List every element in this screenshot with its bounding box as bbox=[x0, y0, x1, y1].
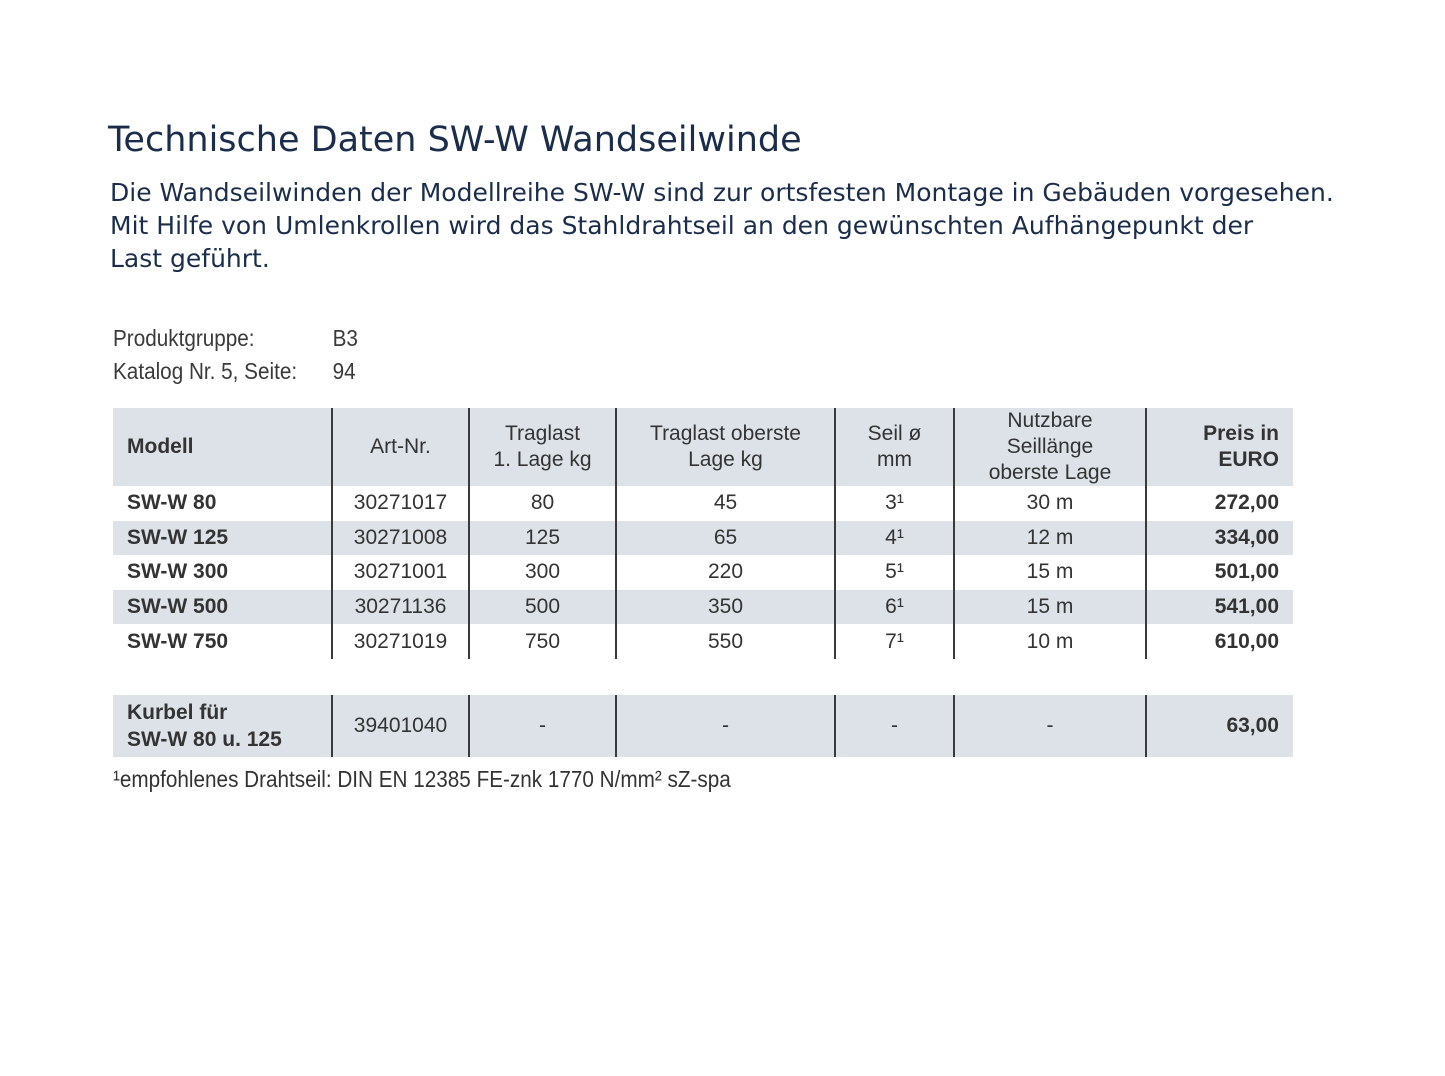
cell-model: SW-W 500 bbox=[113, 590, 332, 625]
table-row bbox=[113, 486, 1293, 521]
header-model: Modell bbox=[113, 408, 332, 486]
cell-load-first-layer: 300 bbox=[469, 555, 616, 590]
product-group-value: B3 bbox=[332, 325, 358, 351]
cell-load-top-layer: 550 bbox=[616, 624, 835, 659]
header-rope-length: Nutzbare Seillänge oberste Lage bbox=[954, 408, 1146, 486]
cell-load-first-layer: 750 bbox=[469, 624, 616, 659]
table-row bbox=[113, 521, 1293, 556]
intro-text bbox=[110, 176, 1430, 275]
cell-rope-length: 12 m bbox=[954, 521, 1146, 556]
intro-line: Last geführt. bbox=[110, 244, 270, 273]
catalog-value: 94 bbox=[332, 358, 356, 384]
cell-rope-diameter: 4¹ bbox=[835, 521, 954, 556]
cell-rope-length: 10 m bbox=[954, 624, 1146, 659]
spacer-cell bbox=[113, 659, 1293, 695]
cell-model: SW-W 300 bbox=[127, 560, 229, 584]
cell-article-number: 30271001 bbox=[332, 555, 469, 590]
cell-price: 334,00 bbox=[1146, 521, 1293, 556]
table-row bbox=[113, 555, 1293, 590]
header-article-number: Art-Nr. bbox=[332, 408, 469, 486]
catalog-label: Katalog Nr. 5, Seite: bbox=[113, 358, 298, 384]
footnote: ¹empfohlenes Drahtseil: DIN EN 12385 FE-znk 1770 N/mm² sZ-spa bbox=[113, 766, 731, 792]
cell-load-top-layer: 65 bbox=[616, 521, 835, 556]
header-load-top-layer: Traglast oberste Lage kg bbox=[616, 408, 835, 486]
cell-load-top-layer: 45 bbox=[616, 486, 835, 521]
table-row bbox=[113, 590, 1293, 625]
accessory-row bbox=[113, 695, 1293, 757]
cell-article-number: 30271008 bbox=[332, 521, 469, 556]
cell-price: 272,00 bbox=[1146, 486, 1293, 521]
cell-load-top-layer: 350 bbox=[616, 590, 835, 625]
page-title: Technische Daten SW-W Wandseilwinde bbox=[108, 120, 802, 160]
cell-article-number: 30271017 bbox=[332, 486, 469, 521]
cell-accessory-model: Kurbel für SW-W 80 u. 125 bbox=[113, 695, 332, 757]
header-rope-diameter: Seil ø mm bbox=[835, 408, 954, 486]
table-spacer bbox=[113, 659, 1293, 695]
cell-load-first-layer: 125 bbox=[469, 521, 616, 556]
cell-load-top-layer: 220 bbox=[616, 555, 835, 590]
table-row bbox=[113, 624, 1293, 659]
cell-rope-diameter: 5¹ bbox=[835, 555, 954, 590]
cell-rope-diameter: - bbox=[835, 695, 954, 757]
product-group-label: Produktgruppe: bbox=[113, 325, 255, 351]
cell-load-top-layer: - bbox=[616, 695, 835, 757]
cell-article-number: 30271019 bbox=[332, 624, 469, 659]
cell-model: SW-W 80 bbox=[127, 491, 217, 515]
catalog-row bbox=[113, 355, 358, 388]
cell-price: 63,00 bbox=[1146, 695, 1293, 757]
cell-price: 610,00 bbox=[1146, 624, 1293, 659]
cell-load-first-layer: 500 bbox=[469, 590, 616, 625]
cell-price: 541,00 bbox=[1146, 590, 1293, 625]
product-group-row bbox=[113, 322, 358, 355]
cell-rope-length: 30 m bbox=[954, 486, 1146, 521]
cell-article-number: 30271136 bbox=[332, 590, 469, 625]
cell-load-first-layer: - bbox=[469, 695, 616, 757]
cell-rope-diameter: 3¹ bbox=[835, 486, 954, 521]
cell-article-number: 39401040 bbox=[332, 695, 469, 757]
header-load-first-layer: Traglast 1. Lage kg bbox=[469, 408, 616, 486]
cell-rope-length: - bbox=[954, 695, 1146, 757]
cell-model: SW-W 750 bbox=[127, 629, 229, 653]
header-price: Preis in EURO bbox=[1146, 408, 1293, 486]
cell-rope-diameter: 7¹ bbox=[835, 624, 954, 659]
cell-rope-length: 15 m bbox=[954, 590, 1146, 625]
intro-line: Mit Hilfe von Umlenkrollen wird das Stahldrahtseil an den gewünschten Aufhängepunkt der bbox=[110, 211, 1254, 240]
intro-line: Die Wandseilwinden der Modellreihe SW-W sind zur ortsfesten Montage in Gebäuden vorgesehen. bbox=[110, 178, 1334, 207]
cell-rope-diameter: 6¹ bbox=[835, 590, 954, 625]
cell-price: 501,00 bbox=[1146, 555, 1293, 590]
table-header-row bbox=[113, 408, 1293, 486]
cell-load-first-layer: 80 bbox=[469, 486, 616, 521]
cell-rope-length: 15 m bbox=[954, 555, 1146, 590]
cell-model: SW-W 125 bbox=[113, 521, 332, 556]
spec-table bbox=[113, 408, 1293, 757]
product-meta bbox=[113, 322, 358, 388]
